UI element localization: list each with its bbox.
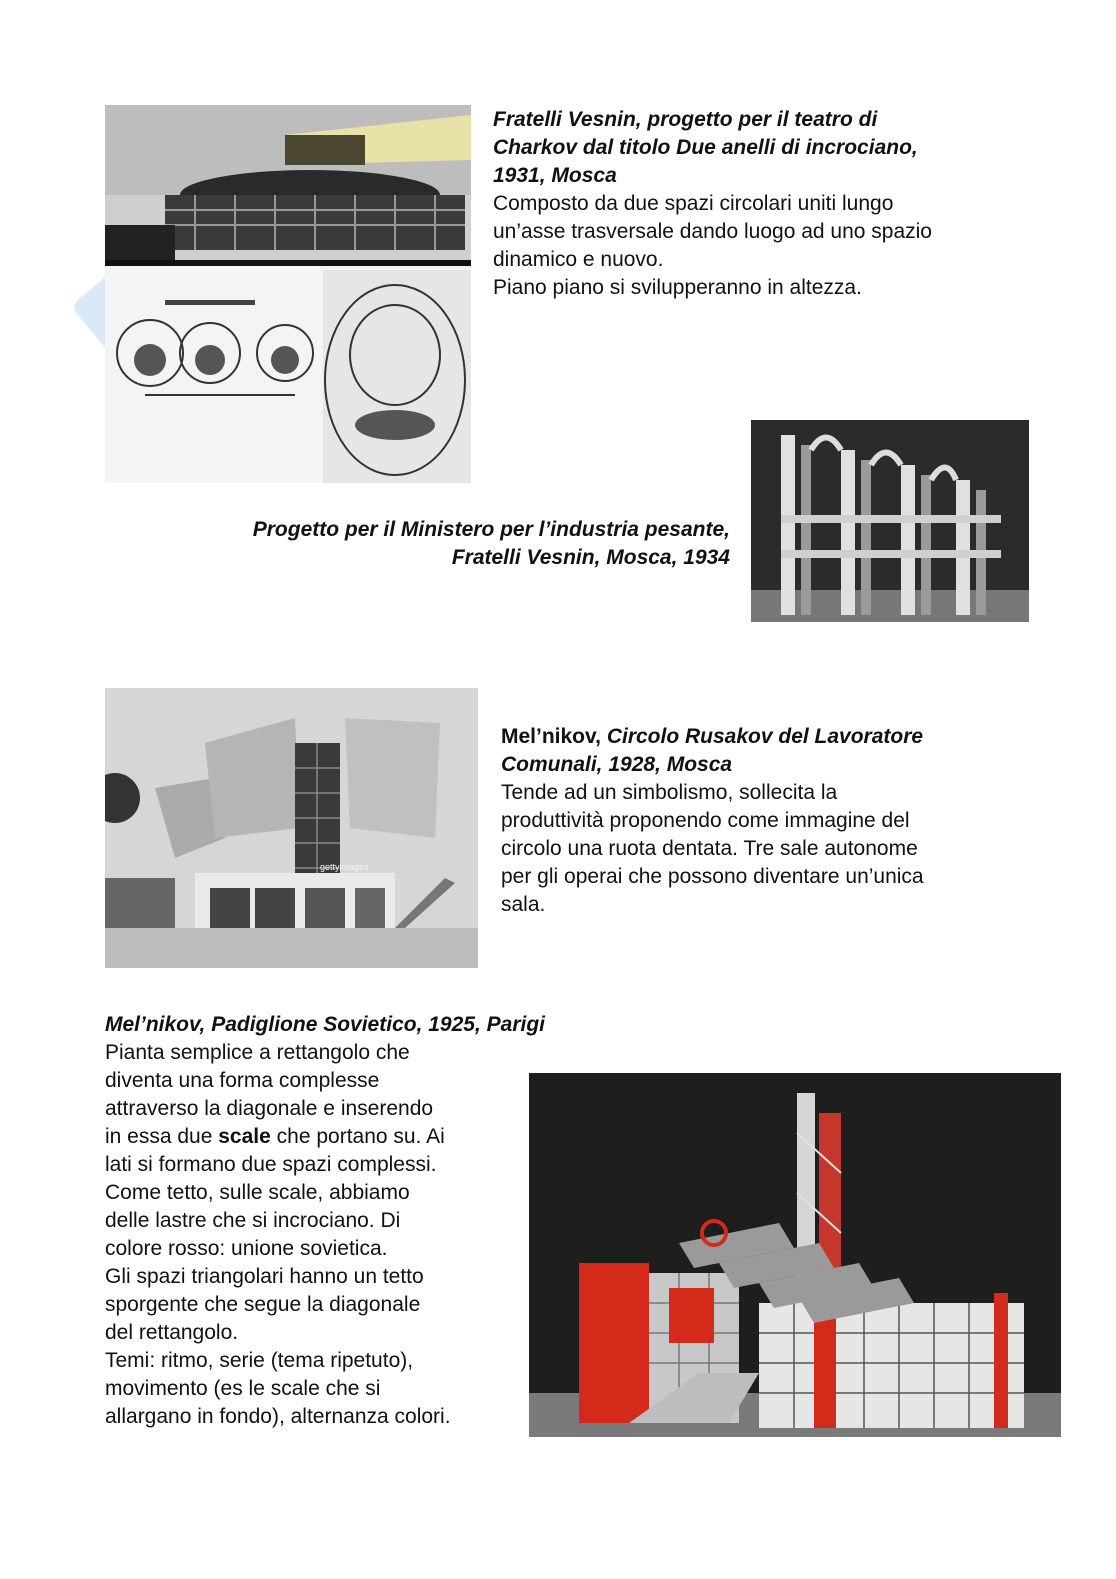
section3-title-line-1 xyxy=(501,723,1061,751)
section4-body-line-1: Pianta semplice a rettangolo che xyxy=(105,1041,410,1064)
section1-body-line-3: dinamico e nuovo. xyxy=(493,248,664,271)
padiglione-sovietico-image xyxy=(529,1073,1061,1437)
bold-line-before: in essa due xyxy=(105,1125,219,1148)
section4-body-line-3: attraverso la diagonale e inserendo xyxy=(105,1097,434,1120)
section3-body-line-2: produttività proponendo come immagine del xyxy=(501,809,910,832)
section4-body-line-5: lati si formano due spazi complessi. xyxy=(105,1153,437,1176)
teatro-charkov-image xyxy=(105,105,471,483)
section3-body-line-5: sala. xyxy=(501,893,546,916)
section3-body-line-3: circolo una ruota dentata. Tre sale autonome xyxy=(501,837,918,860)
section4-body xyxy=(105,1039,525,1431)
section4-body-line-2: diventa una forma complesse xyxy=(105,1069,380,1092)
section1-body-line-4: Piano piano si svilupperanno in altezza. xyxy=(493,276,862,299)
section4-body-line-12: Temi: ritmo, serie (tema ripetuto), xyxy=(105,1349,414,1372)
section4-body-line-4 xyxy=(105,1123,525,1151)
getty-stamp: gettyimages xyxy=(320,862,369,872)
section4-body-line-13: movimento (es le scale che si xyxy=(105,1377,381,1400)
section4-body-line-10: sporgente che segue la diagonale xyxy=(105,1293,421,1316)
section4-body-line-11: del rettangolo. xyxy=(105,1321,239,1344)
section3-author: Mel’nikov, xyxy=(501,725,601,748)
section4-body-line-6: Come tetto, sulle scale, abbiamo xyxy=(105,1181,410,1204)
section1-text xyxy=(493,106,1053,302)
section4-body-line-8: colore rosso: unione sovietica. xyxy=(105,1237,388,1260)
section1-title-line-2: Charkov dal titolo Due anelli di incrociano, xyxy=(493,136,918,159)
section4-body-line-14: allargano in fondo), alternanza colori. xyxy=(105,1405,451,1428)
section3-text xyxy=(501,723,1061,919)
bold-line-after: che portano su. Ai xyxy=(270,1125,445,1148)
section2-caption-line-2: Fratelli Vesnin, Mosca, 1934 xyxy=(451,546,730,569)
ministero-industria-image xyxy=(751,420,1029,622)
bold-line-bold: scale xyxy=(218,1125,271,1148)
section3-body-line-4: per gli operai che possono diventare un’unica xyxy=(501,865,924,888)
section3-title-line-2: Comunali, 1928, Mosca xyxy=(501,753,733,776)
section3-title-part-1: Circolo Rusakov del Lavoratore xyxy=(606,725,924,748)
section1-title-line-3: 1931, Mosca xyxy=(493,164,617,187)
section4-title: Mel’nikov, Padiglione Sovietico, 1925, Parigi xyxy=(105,1013,545,1036)
section1-body-line-2: un’asse trasversale dando luogo ad uno spazio xyxy=(493,220,932,243)
section2-caption-line-1: Progetto per il Ministero per l’industria pesante, xyxy=(252,518,730,541)
circolo-rusakov-image xyxy=(105,688,478,968)
section4-body-line-7: delle lastre che si incrociano. Di xyxy=(105,1209,401,1232)
section2-caption xyxy=(160,516,730,572)
section1-title-line-1: Fratelli Vesnin, progetto per il teatro di xyxy=(493,108,878,131)
section3-body-line-1: Tende ad un simbolismo, sollecita la xyxy=(501,781,838,804)
section1-body-line-1: Composto da due spazi circolari uniti lungo xyxy=(493,192,894,215)
section4-body-line-9: Gli spazi triangolari hanno un tetto xyxy=(105,1265,424,1288)
section4-title-block xyxy=(105,1011,665,1039)
